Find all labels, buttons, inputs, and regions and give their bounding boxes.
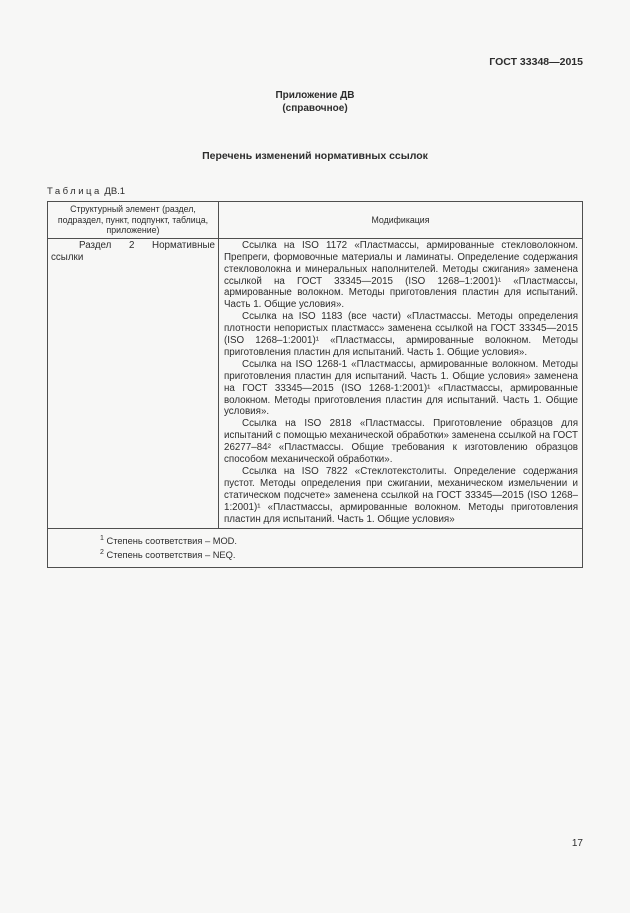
col-header-modification: Модификация [219,202,583,239]
page-number: 17 [571,838,583,849]
table-label-number: ДВ.1 [104,186,126,197]
footnote-text: Степень соответствия – NEQ. [106,550,236,561]
modification-paragraph: Ссылка на ISO 1172 «Пластмассы, армированные стекловолокном. Препреги, формовочные материалы и ламинаты. Определение содержания стекловолокна и минеральных наполнителей. Методы сжигания» заменена ссылкой на ГОСТ 33345—2015 (ISO 1268–1:2001)¹ «Пластмассы, армированные волокном. Методы приготовления пластин для испытаний. Часть 1. Общие условия». [224,239,578,311]
footnotes-cell [48,528,583,567]
table-label-word: Таблица [47,186,102,197]
table-row [48,238,583,528]
section-title: Перечень изменений нормативных ссылок [202,150,428,162]
modification-paragraph: Ссылка на ISO 2818 «Пластмассы. Приготовление образцов для испытаний с помощью механической обработки» заменена ссылкой на ГОСТ 26277–84² «Пластмассы. Общие требования к изготовлению образцов способом механической обработки». [224,418,578,466]
table-label [47,186,583,198]
footnotes-row [48,528,583,567]
footnote-marker: 2 [100,549,104,557]
footnote-neq [52,547,578,562]
changes-table [47,201,583,568]
modification-cell [219,238,583,528]
appendix-subtitle: (справочное) [282,103,348,114]
appendix-title: Приложение ДВ [275,90,355,101]
structural-element-cell [48,238,219,528]
footnote-text: Степень соответствия – MOD. [106,535,237,546]
modification-paragraph: Ссылка на ISO 7822 «Стеклотекстолиты. Определение содержания пустот. Методы определения при сжигании, механическом измельчении и статическом подсчете» заменена ссылкой на ГОСТ 33345—2015 (ISO 1268–1:2001)¹ «Пластмассы, армированные волокном. Методы приготовления пластин для испытаний. Часть 1. Общие условия» [224,466,578,525]
structural-element-text: Раздел 2 Нормативные ссылки [51,239,215,263]
table-header-row [48,202,583,239]
appendix-block [47,89,583,115]
doc-number: ГОСТ 33348—2015 [489,56,583,68]
footnote-marker: 1 [100,534,104,542]
col-header-structural-element: Структурный элемент (раздел, подраздел, пункт, подпункт, таблица, приложение) [48,202,219,239]
modification-paragraph: Ссылка на ISO 1183 (все части) «Пластмассы. Методы определения плотности непористых пластмасс» заменена ссылкой на ГОСТ 33345—2015 (ISO 1268–1:2001)¹ «Пластмассы, армированные волокном. Методы приготовления пластин для испытаний. Часть 1. Общие условия». [224,311,578,358]
modification-paragraph: Ссылка на ISO 1268-1 «Пластмассы, армированные волокном. Методы приготовления пластин для испытаний. Часть 1. Общие условия» заменена на ГОСТ 33345—2015 (ISO 1268-1:2001)¹ «Пластмассы, армированные волокном. Методы приготовления пластин для испытаний. Часть 1. Общие условия». [224,358,578,418]
footnote-mod [52,533,578,548]
